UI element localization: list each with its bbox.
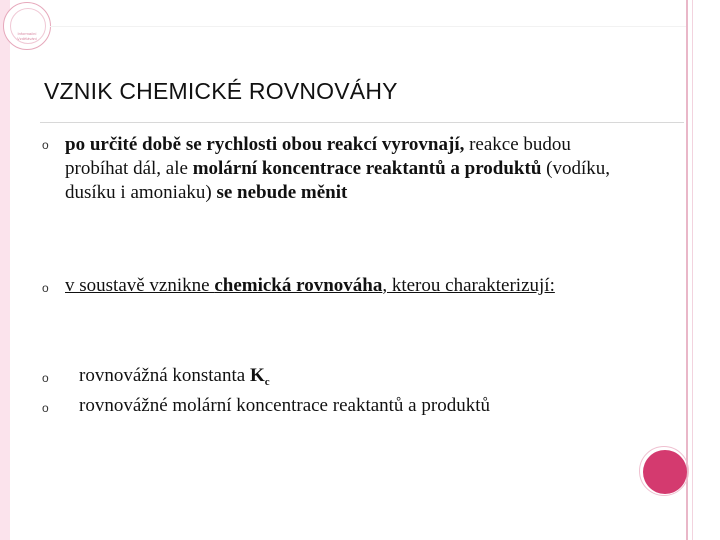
slide-title: VZNIK CHEMICKÉ ROVNOVÁHY bbox=[44, 78, 398, 104]
pink-circle-icon bbox=[643, 450, 687, 494]
logo-text: Informační Vzdělávání bbox=[17, 31, 37, 41]
bullet-marker-2: o bbox=[42, 281, 49, 295]
right-decor-line-thin bbox=[692, 0, 693, 540]
bullet-text-1: po určité době se rychlosti obou reakcí vyrovnají, reakce budou probíhat dál, ale molární koncentrace reaktantů a produktů (vodíku, dusíku i amoniaku) se nebude měnit bbox=[65, 134, 611, 203]
bullet-marker-1: o bbox=[42, 138, 49, 152]
bullet-text-2: v soustavě vznikne chemická rovnováha, kterou charakterizují: bbox=[65, 275, 555, 296]
left-decor-stripe bbox=[0, 0, 10, 540]
bullet-text-4: rovnovážné molární koncentrace reaktantů a produktů bbox=[79, 395, 490, 416]
bullet-marker-4: o bbox=[42, 401, 49, 415]
bullet-text-3: rovnovážná konstanta $K_c$ bbox=[79, 365, 270, 388]
top-divider bbox=[50, 26, 686, 27]
bullet-marker-3: o bbox=[42, 371, 49, 385]
logo-seal-icon bbox=[3, 2, 51, 50]
title-divider bbox=[40, 122, 684, 123]
